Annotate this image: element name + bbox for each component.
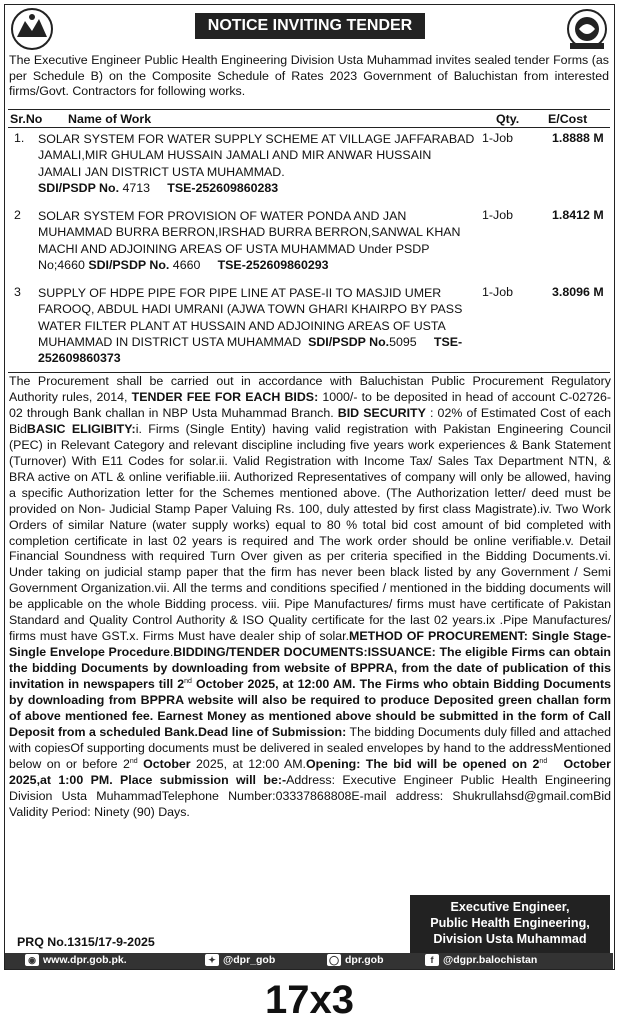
signature-block (410, 895, 610, 961)
procurement-text: The Procurement shall be carried out in accordance with Baluchistan Public Procurement Regulatory Authority rules, 2014, (9, 374, 611, 404)
work-name: SUPPLY OF HDPE PIPE FOR PIPE LINE AT PASE-II TO MASJID UMER FAROOQ, ABDUL HADI UMRANI (AJWA TOWN GHARI KHAIRPO BY PASS WATER FILTER PLANT AT HUSSAIN AND ADJOINING AREAS OF USTA MUHAMMAD IN DISTRICT USTA MUHAMMAD (38, 286, 463, 349)
ordinal-suffix: nd (184, 677, 192, 685)
footer-bar (5, 953, 613, 969)
twitter-handle[interactable]: @dpr_gob (223, 954, 276, 966)
instagram-handle[interactable]: dpr.gob (345, 954, 384, 966)
signature-line-2: Public Health Engineering, (430, 916, 590, 930)
tse-number: TSE-252609860293 (217, 257, 329, 272)
facebook-icon: f (425, 954, 439, 966)
government-emblem-icon (7, 7, 57, 51)
col-qty: Qty. (496, 112, 520, 126)
row-cost: 1.8888 M (552, 131, 604, 145)
footer-web (25, 954, 127, 966)
twitter-icon: ✦ (205, 954, 219, 966)
psdp-label: SDI/PSDP No. (88, 257, 170, 272)
row-number: 3 (14, 285, 21, 299)
row-cost: 3.8096 M (552, 285, 604, 299)
psdp-number: 4713 (122, 180, 151, 195)
issuance-text-b: October 2025, at 12:00 AM. The Firms who obtain Bidding Documents by downloading from BPPRA website will also be required to produce Deposited green challan form of above mentioned fee. Earnest Money as mentioned above should be submitted in the form of Call Deposit from a scheduled Bank.Dead line of Submission: (9, 677, 611, 739)
submission-text: The bidding Documents duly filled and attached with copiesOf supporting documents must be delivered in sealed envelopes by hand to the addressMentioned below on or before 2 (9, 724, 612, 771)
row-number: 1. (14, 131, 25, 145)
tender-notice (4, 4, 615, 970)
issuance-text: The eligible Firms can obtain the bidding Documents by downloading from website of BPPRA, from the date of publication of this invitation in newspapers till 2 (9, 645, 611, 692)
row-qty: 1-Job (482, 131, 513, 145)
tse-number: TSE-252609860373 (38, 334, 463, 366)
website-link[interactable]: www.dpr.gob.pk. (43, 954, 127, 966)
instagram-icon: ◯ (328, 955, 340, 965)
row-cost: 1.8412 M (552, 208, 604, 222)
footer-twitter (205, 954, 275, 966)
work-description (38, 285, 478, 366)
tender-conditions (9, 374, 611, 821)
submission-month: October (143, 756, 191, 771)
row-number: 2 (14, 208, 21, 222)
issuance-label: BIDDING/TENDER DOCUMENTS:ISSUANCE: (173, 645, 436, 660)
eligibility-text: i. Firms (Single Entity) having valid registration with Pakistan Engineering Council (PEC) in Relevant Category and relevant discipline including five years work experiences & Bank Statement (Turnover) With E11 Codes for solar.ii. Valid Registration with Income Tax/ Sales Tax Department NTN, & BRA active on ATL & online verifiable.iii. Authorized Representatives of company will only be allowed, having a specific Authorization letter for the Schemes mentioned above. (The Authorization letter/ deed must be provided on Non- Judicial Stamp Paper Valuing Rs. 100, duly attested by first class Magistrate).iv. Two Work Orders of similar Nature (water supply works) equal to 80 % total bid cost amount of bid completed with completion certificate in last 02 years is required and The work order should be online verifiable.v. Detail Financial Soundness with required Turn Over given as per criteria specified in the Bidding Documents.vi. Under taking on judicial stamp paper that the firm has never been black listed by any Government / Semi Government Organization.vii. All the terms and conditions specified / mentioned in the bidding documents will be applicable on the whole Bidding process. viii. Pipe Manufactures/ firms must have certificate of Pakistan Standard and Quality Control Authority & ISO Quality certificate for the last 02 years.ix .Pipe Manufactures/ firms must have GST.x. Firms Must have dealer ship of solar. (9, 421, 612, 644)
col-cost: E/Cost (548, 112, 588, 126)
work-description (38, 208, 478, 273)
row-qty: 1-Job (482, 208, 513, 222)
address-text: Address: Executive Engineer Public Health Engineering Division Usta MuhammadTelephone Number:03337868808E-mail address: Shukrullahsd@gmail.comBid Validity Period: Ninety (90) Days. (9, 772, 611, 819)
psdp-label: SDI/PSDP No. (308, 334, 390, 349)
row-qty: 1-Job (482, 285, 513, 299)
col-srno: Sr.No (10, 112, 43, 126)
footer-facebook (425, 954, 537, 966)
footer-instagram (327, 954, 384, 966)
psdp-number: 4660 (172, 257, 201, 272)
bid-security-label: BID SECURITY (337, 405, 426, 420)
eligibility-label: BASIC ELIGIBITY: (26, 421, 136, 436)
opening-label: Opening: The bid will be opened on (305, 756, 528, 771)
psdp-label: SDI/PSDP No. (38, 180, 120, 195)
ad-size-code: 17x3 (265, 978, 354, 1022)
method-text: . (169, 645, 174, 660)
globe-icon: ◉ (25, 954, 39, 966)
department-logo-icon (562, 7, 612, 51)
opening-text: October 2025,at 1:00 PM. Place submission will be:- (9, 756, 611, 787)
signature-line-3: Division Usta Muhammad (433, 932, 587, 946)
tender-fee-label: TENDER FEE FOR EACH BIDS: (131, 389, 319, 404)
submission-time: 2025, at 12:00 AM. (196, 756, 306, 771)
psdp-number: 5095 (389, 334, 417, 349)
works-table (8, 109, 610, 373)
work-name: SOLAR SYSTEM FOR WATER SUPPLY SCHEME AT VILLAGE JAFFARABAD JAMALI,MIR GHULAM HUSSAIN JAMALI AND MIR ANWAR HUSSAIN JAMALI JAN DISTRICT USTA MUHAMMAD. (38, 132, 475, 179)
work-description (38, 131, 478, 196)
method-label: METHOD OF PROCUREMENT: Single Stage-Single Envelope Procedure (9, 629, 612, 660)
col-name: Name of Work (68, 112, 152, 126)
work-name: SOLAR SYSTEM FOR PROVISION OF WATER PONDA AND JAN MUHAMMAD BURRA BERRON,IRSHAD BURRA BERRON,SANWAL KHAN MACHI AND ADJOINING AREAS OF USTA MUHAMMAD Under PSDP No;4660 (38, 209, 461, 272)
ordinal-suffix: nd (129, 757, 138, 765)
bid-security-text: : 02% of Estimated Cost of each Bid (9, 405, 611, 436)
opening-day: 2 (532, 756, 540, 771)
facebook-handle[interactable]: @dgpr.balochistan (443, 954, 538, 966)
page-title: NOTICE INVITING TENDER (195, 13, 425, 39)
prq-number: PRQ No.1315/17-9-2025 (17, 935, 155, 949)
tse-number: TSE-252609860283 (167, 180, 279, 195)
tender-fee-text: 1000/- to be deposited in head of account C-02726-02 through Bank challan in NBP Usta Muhammad Branch. (9, 389, 611, 420)
intro-paragraph: The Executive Engineer Public Health Engineering Division Usta Muhammad invites sealed tender Forms (as per Schedule B) on the Composite Schedule of Rates 2023 Government of Baluchistan from interested firms/Govt. Contractors for following works. (9, 53, 609, 98)
signature-line-1: Executive Engineer, (450, 900, 570, 914)
ordinal-suffix: nd (539, 757, 548, 765)
table-header (8, 110, 610, 128)
